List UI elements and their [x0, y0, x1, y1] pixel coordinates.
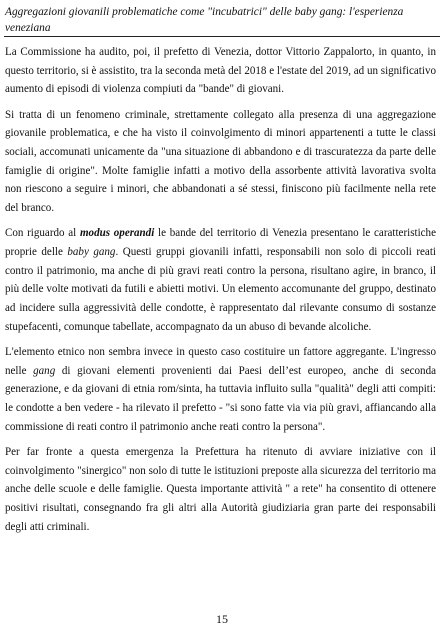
- paragraph: [5, 224, 436, 336]
- paragraph-text: Si tratta di un fenomeno criminale, strettamente collegato alla presenza di una aggregazione giovanile problematica, e che ha visto il coinvolgimento di minori appartenenti a tutte le classi sociali, accomunati unicamente da "una situazione di abbandono e di trascuratezza da parte delle famiglie di origine". Molte famiglie infatti a motivo della assorbente attività lavorativa svolta non riescono a seguire i minori, che abbandonati a sé stessi, finiscono più facilmente nella rete del branco.: [5, 108, 436, 215]
- paragraph: [5, 343, 436, 437]
- document-body: [5, 43, 436, 543]
- emphasized-text: modus operandi: [79, 227, 155, 240]
- paragraph-text: di giovani elementi provenienti dai Paesi dell’est europeo, anche di seconda generazione, e da giovani di etnia rom/sinta, ha tuttavia influito sulla "qualità" degli atti compiti: le condotte a ben vedere - ha rilevato il prefetto - "si sono fatte via via più gravi, affiancando alla commissione di reati contro il patrimonio anche reati contro la persona".: [5, 364, 437, 433]
- paragraph-text: La Commissione ha audito, poi, il prefetto di Venezia, dottor Vittorio Zappalorto, in quanto, in questo territorio, si è assistito, tra la seconda metà del 2018 e l'estate del 2019, ad un significativo aumento di episodi di violenza compiuti da "bande" di giovani.: [5, 46, 436, 96]
- paragraph-text: L'elemento etnico non sembra invece in questo caso costituire un fattore aggregante. L'ingresso nelle: [5, 346, 436, 377]
- paragraph: [5, 106, 436, 218]
- page-number: 15: [216, 612, 228, 626]
- emphasized-text: baby gang: [67, 246, 116, 259]
- paragraph-text: Per far fronte a questa emergenza la Prefettura ha ritenuto di avviare iniziative con il coinvolgimento "sinergico" non solo di tutte le istituzioni preposte alla sicurezza del territorio ma anche delle scuole e delle famiglie. Questa importante attività " a rete" ha consentito di ottenere positivi risultati, consegnando fra gli altri alla Autorità giudiziaria gran parte dei responsabili degli atti criminali.: [5, 446, 436, 533]
- emphasized-text: gang: [33, 364, 56, 377]
- heading-divider: [4, 36, 440, 37]
- section-heading: Aggregazioni giovanili problematiche come "incubatrici" delle baby gang: l'esperienza veneziana: [5, 6, 404, 34]
- paragraph-text: . Questi gruppi giovanili infatti, responsabili non solo di piccoli reati contro il patrimonio, ma anche di più gravi reati contro la persona, risultano agire, in branco, il più delle volte motivati da futili e abietti motivi. Un elemento accomunante del gruppo, destinato ad incidere sulla aggressività delle condotte, è rappresentato dal rilevante consumo di sostanze stupefacenti, comunque tabellate, accompagnato da un abuso di bevande alcoliche.: [5, 246, 436, 333]
- paragraph: [5, 443, 436, 537]
- paragraph-text: le bande del territorio di Venezia presentano le caratteristiche proprie delle: [5, 227, 436, 259]
- paragraph-text: Con riguardo al: [5, 227, 80, 240]
- paragraph: [5, 43, 436, 99]
